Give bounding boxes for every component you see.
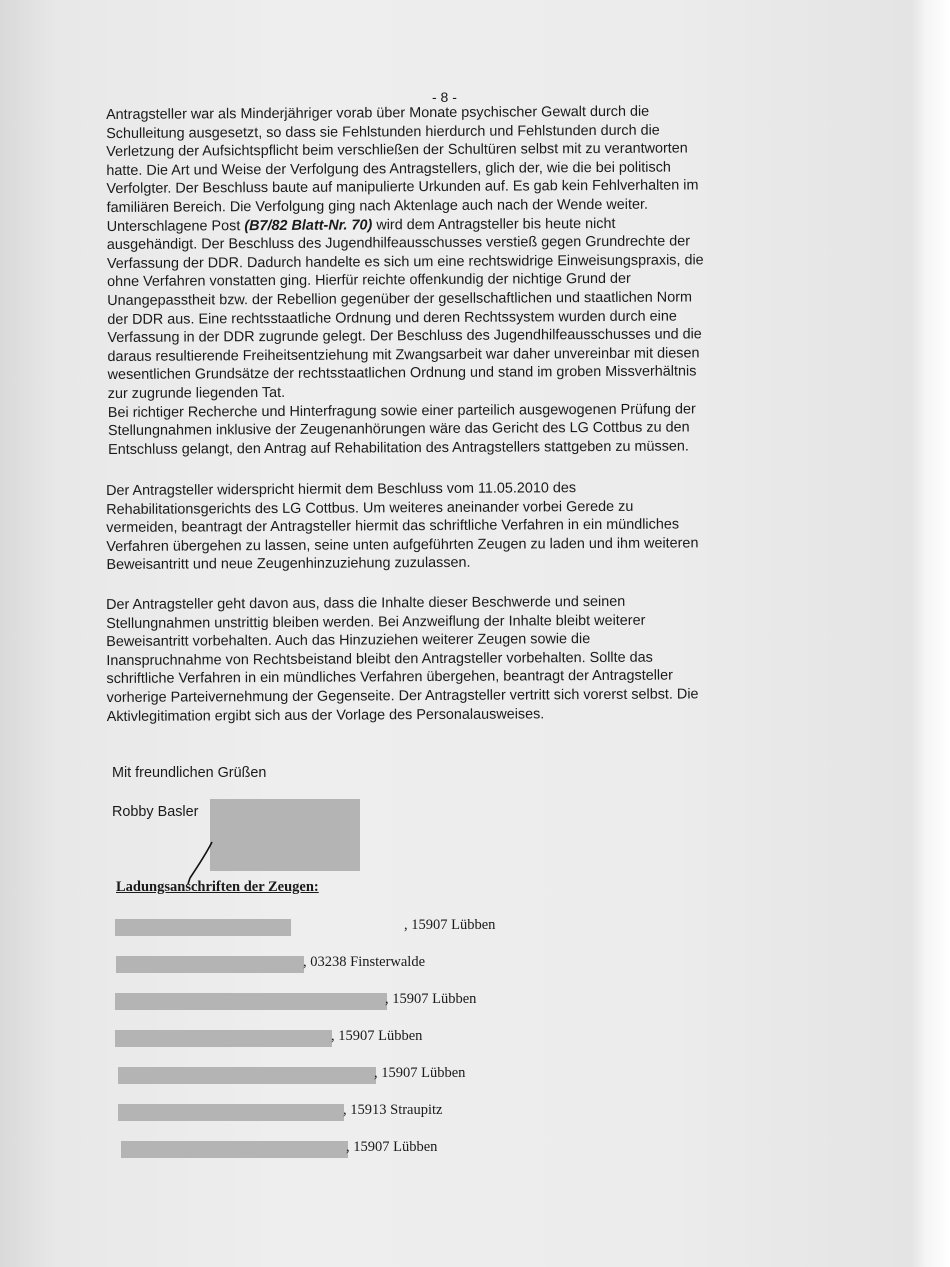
signature-redaction — [210, 799, 360, 871]
text-line: Der Antragsteller widerspricht hiermit dem Beschluss vom 11.05.2010 des — [106, 480, 577, 499]
text-line: Unangepasstheit bzw. der Rebellion gegenüber der gesellschaftlichen und staatlichen Norm — [107, 289, 693, 309]
signer-name: Robby Basler — [112, 804, 199, 820]
name-redaction — [115, 993, 387, 1010]
name-redaction — [118, 1067, 376, 1084]
text-line: Inanspruchnahme von Rechtsbeistand bleibt den Antragsteller vorbehalten. Sollte das — [106, 649, 653, 669]
text-line: Verfassung der DDR. Dadurch handelte es sich um eine rechtswidrige Einweisungspraxis, die — [106, 252, 704, 272]
text-line: schriftliche Verfahren in ein mündliches Verfahren übergehen, beantragt der Antragsteller — [106, 667, 673, 688]
witness-address: , 15913 Straupitz — [343, 1102, 443, 1118]
text-line: daraus resultierende Freiheitsentziehung mit Zwangsarbeit war daher unvereinbar mit diesen — [107, 345, 700, 365]
name-redaction — [116, 956, 304, 973]
text-line: vorherige Parteivernehmung der Gegenseite. Der Antragsteller vertritt sich vorerst selbst. Die — [106, 686, 699, 706]
text-line: Stellungnahmen inklusive der Zeugenanhörungen wäre das Gericht des LG Cottbus zu den — [107, 419, 690, 440]
witness-address: , 15907 Lübben — [404, 917, 496, 933]
witness-address: , 15907 Lübben — [331, 1028, 423, 1044]
text-line: Entschluss gelangt, den Antrag auf Rehabilitation des Antragstellers stattgeben zu müssen. — [108, 438, 689, 458]
text-line: Beweisantritt vorbehalten. Auch das Hinzuziehen weiterer Zeugen sowie die — [106, 631, 591, 651]
text-line: familiären Bereich. Die Verfolgung ging nach Aktenlage auch nach der Wende weiter. — [106, 196, 648, 216]
text-line: wesentlichen Grundsätze der rechtsstaatlichen Ordnung und stand im groben Missverhältnis — [107, 363, 697, 384]
text-line: Stellungnahmen unstrittig bleiben werden. Bei Anzweiflung der Inhalte bleibt weiterer — [106, 612, 646, 632]
body-paragraph-1 — [106, 102, 798, 459]
text-line: ausgehändigt. Der Beschluss des Jugendhilfeausschusses verstieß gegen Grundrechte der — [106, 233, 691, 254]
text-line: der DDR aus. Eine rechtsstaatliche Ordnung und deren Rechtssystem wurden durch eine — [107, 308, 677, 328]
body-paragraph-3 — [106, 592, 797, 726]
text-line-start: Unterschlagene Post — [106, 217, 245, 235]
text-line: Antragsteller war als Minderjähriger vorab über Monate psychischer Gewalt durch die — [106, 103, 650, 123]
text-line: Verfahren übergehen zu lassen, seine unten aufgeführten Zeugen zu laden und ihm weiteren — [106, 535, 699, 555]
page-number: - 8 - — [432, 89, 457, 105]
witness-address: , 15907 Lübben — [346, 1139, 438, 1155]
text-line: Verfolgter. Der Beschluss baute auf manipulierte Urkunden auf. Es gab kein Fehlverhalten im — [106, 177, 699, 198]
file-reference: (B7/82 Blatt-Nr. 70) — [244, 216, 373, 234]
text-line: vermeiden, beantragt der Antragsteller hiermit das schriftliche Verfahren in ein mündliches — [106, 516, 680, 537]
body-paragraph-2 — [106, 478, 797, 575]
text-line: Schulleitung ausgesetzt, so dass sie Fehlstunden hierdurch und Fehlstunden durch die — [106, 122, 660, 142]
text-line: hatte. Die Art und Weise der Verfolgung des Antragstellers, glich der, wie die bei politisch — [106, 159, 671, 179]
text-line: Verfassung in der DDR zugrunde gelegt. Der Beschluss des Jugendhilfeausschusses und die — [107, 326, 702, 347]
witness-address: , 15907 Lübben — [374, 1065, 466, 1081]
text-line: Verletzung der Aufsichtspflicht beim verschließen der Schultüren selbst mit zu verantworten — [106, 140, 688, 161]
text-line: Beweisantritt und neue Zeugenhinzuziehung zuzulassen. — [106, 555, 471, 574]
name-redaction — [115, 1030, 332, 1047]
text-line: Der Antragsteller geht davon aus, dass die Inhalte dieser Beschwerde und seinen — [106, 593, 626, 613]
witness-address: , 15907 Lübben — [385, 991, 477, 1007]
closing-greeting: Mit freundlichen Grüßen — [112, 765, 267, 781]
text-line: zur zugrunde liegenden Tat. — [107, 384, 286, 402]
witness-address: , 03238 Finsterwalde — [303, 954, 426, 970]
name-redaction — [121, 1141, 348, 1158]
name-redaction — [115, 919, 291, 936]
witness-heading: Ladungsanschriften der Zeugen: — [116, 879, 319, 895]
text-line-end: wird dem Antragsteller bis heute nicht — [372, 215, 616, 233]
name-redaction — [118, 1104, 344, 1121]
text-line: Bei richtiger Recherche und Hinterfragung sowie einer parteilich ausgewogenen Prüfung der — [107, 400, 696, 421]
text-line: ohne Verfahren vonstatten ging. Hierfür reichte offenkundig der nichtige Grund der — [107, 271, 631, 291]
text-line: Rehabilitationsgerichts des LG Cottbus. Um weiteres aneinander vorbei Gerede zu — [106, 498, 634, 518]
text-line: Aktivlegitimation ergibt sich aus der Vorlage des Personalausweises. — [106, 705, 545, 725]
